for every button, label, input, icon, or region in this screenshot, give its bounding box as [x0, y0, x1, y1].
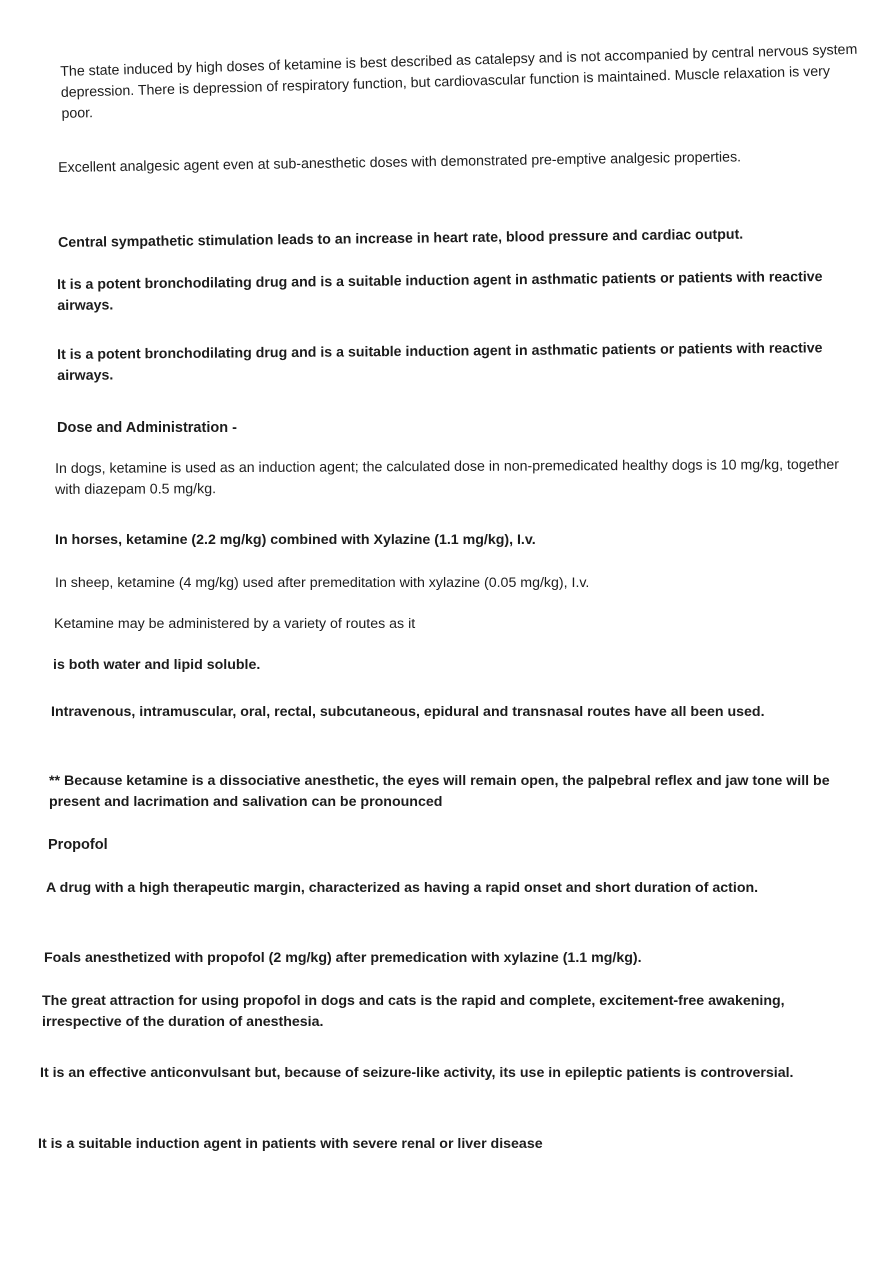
paragraph-horses-dose: In horses, ketamine (2.2 mg/kg) combined with Xylazine (1.1 mg/kg), I.v.	[55, 532, 536, 548]
heading-dose-administration: Dose and Administration -	[57, 420, 237, 436]
heading-propofol: Propofol	[48, 837, 108, 853]
paragraph-dogs-dose: In dogs, ketamine is used as an induction agent; the calculated dose in non-premedicated healthy dogs is 10 mg/kg, together with diazepam 0.5 mg/kg.	[55, 456, 840, 498]
paragraph-propofol-awakening: The great attraction for using propofol in dogs and cats is the rapid and complete, excitement-free awakening, irrespective of the duration of anesthesia.	[42, 993, 785, 1030]
paragraph-bronchodilating-2: It is a potent bronchodilating drug and is a suitable induction agent in asthmatic patients or patients with reactive airways.	[57, 340, 823, 384]
paragraph-ketamine-catalepsy: The state induced by high doses of ketamine is best described as catalepsy and is not accompanied by central nervous system depression. There is depression of respiratory function, but cardiovascular function is maintained. Muscle relaxation is very poor.	[60, 41, 858, 122]
paragraph-anticonvulsant: It is an effective anticonvulsant but, because of seizure-like activity, its use in epileptic patients is controversial.	[40, 1065, 794, 1081]
paragraph-solubility: is both water and lipid soluble.	[53, 657, 261, 673]
paragraph-bronchodilating-1: It is a potent bronchodilating drug and is a suitable induction agent in asthmatic patients or patients with reactive airways.	[57, 268, 823, 314]
paragraph-renal-liver: It is a suitable induction agent in patients with severe renal or liver disease	[38, 1136, 543, 1152]
paragraph-propofol-margin: A drug with a high therapeutic margin, characterized as having a rapid onset and short duration of action.	[46, 880, 759, 896]
paragraph-dissociative-note: ** Because ketamine is a dissociative anesthetic, the eyes will remain open, the palpebral reflex and jaw tone will be present and lacrimation and salivation can be pronounced	[49, 773, 830, 810]
paragraph-sympathetic: Central sympathetic stimulation leads to an increase in heart rate, blood pressure and cardiac output.	[58, 226, 744, 251]
paragraph-routes-list: Intravenous, intramuscular, oral, rectal, subcutaneous, epidural and transnasal routes have all been used.	[51, 704, 765, 720]
paragraph-routes-intro: Ketamine may be administered by a variety of routes as it	[54, 616, 416, 632]
paragraph-foals: Foals anesthetized with propofol (2 mg/kg) after premedication with xylazine (1.1 mg/kg).	[44, 950, 642, 966]
paragraph-analgesic: Excellent analgesic agent even at sub-anesthetic doses with demonstrated pre-emptive analgesic properties.	[58, 149, 742, 176]
paragraph-sheep-dose: In sheep, ketamine (4 mg/kg) used after premeditation with xylazine (0.05 mg/kg), I.v.	[55, 575, 590, 591]
